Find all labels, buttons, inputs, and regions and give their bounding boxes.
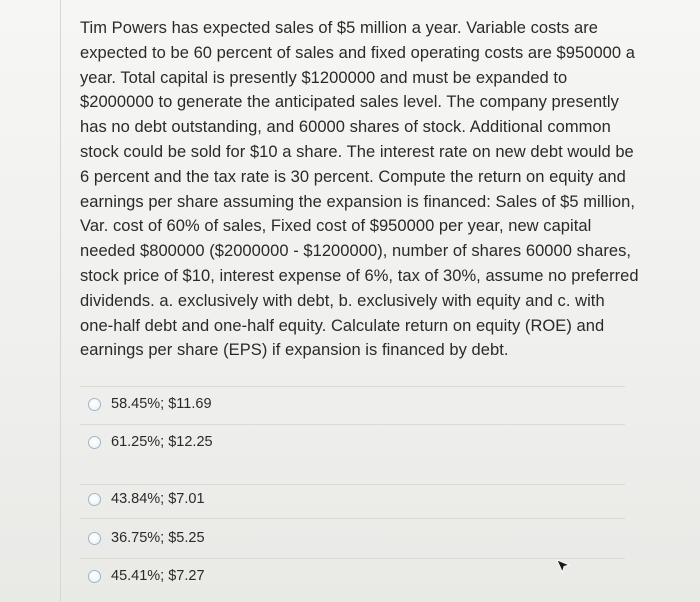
radio-button[interactable]: [88, 570, 101, 583]
radio-button[interactable]: [88, 398, 101, 411]
answer-option-2[interactable]: [88, 432, 213, 452]
answer-option-5[interactable]: [88, 566, 205, 586]
divider: [80, 558, 625, 559]
radio-button[interactable]: [88, 493, 101, 506]
radio-button[interactable]: [88, 436, 101, 449]
divider: [80, 518, 625, 519]
left-border-line: [60, 0, 61, 602]
radio-button[interactable]: [88, 532, 101, 545]
answer-option-label: 58.45%; $11.69: [111, 396, 212, 412]
answer-option-label: 61.25%; $12.25: [111, 434, 213, 450]
mouse-cursor-icon: [556, 559, 570, 573]
divider: [80, 484, 625, 485]
answer-option-label: 36.75%; $5.25: [111, 530, 205, 546]
divider: [80, 386, 625, 387]
answer-option-1[interactable]: [88, 394, 212, 414]
divider: [80, 424, 625, 425]
answer-option-label: 43.84%; $7.01: [111, 491, 205, 507]
answer-option-label: 45.41%; $7.27: [111, 568, 205, 584]
answer-option-4[interactable]: [88, 528, 205, 548]
question-text: Tim Powers has expected sales of $5 million a year. Variable costs are expected to be 60 percent of sales and fixed operating costs are $950000 a year. Total capital is presently $1200000 and must be expanded to $2000000 to generate the anticipated sales level. The company presently has no debt outstanding, and 60000 shares of stock. Additional common stock could be sold for $10 a share. The interest rate on new debt would be 6 percent and the tax rate is 30 percent. Compute the return on equity and earnings per share assuming the expansion is financed: Sales of $5 million, Var. cost of 60% of sales, Fixed cost of $950000 per year, new capital needed $800000 ($2000000 - $1200000), number of shares 60000 shares, stock price of $10, interest expense of 6%, tax of 30%, assume no preferred dividends. a. exclusively with debt, b. exclusively with equity and c. with one-half debt and one-half equity. Calculate return on equity (ROE) and earnings per share (EPS) if expansion is financed by debt.: [80, 19, 639, 360]
answer-option-3[interactable]: [88, 489, 205, 509]
